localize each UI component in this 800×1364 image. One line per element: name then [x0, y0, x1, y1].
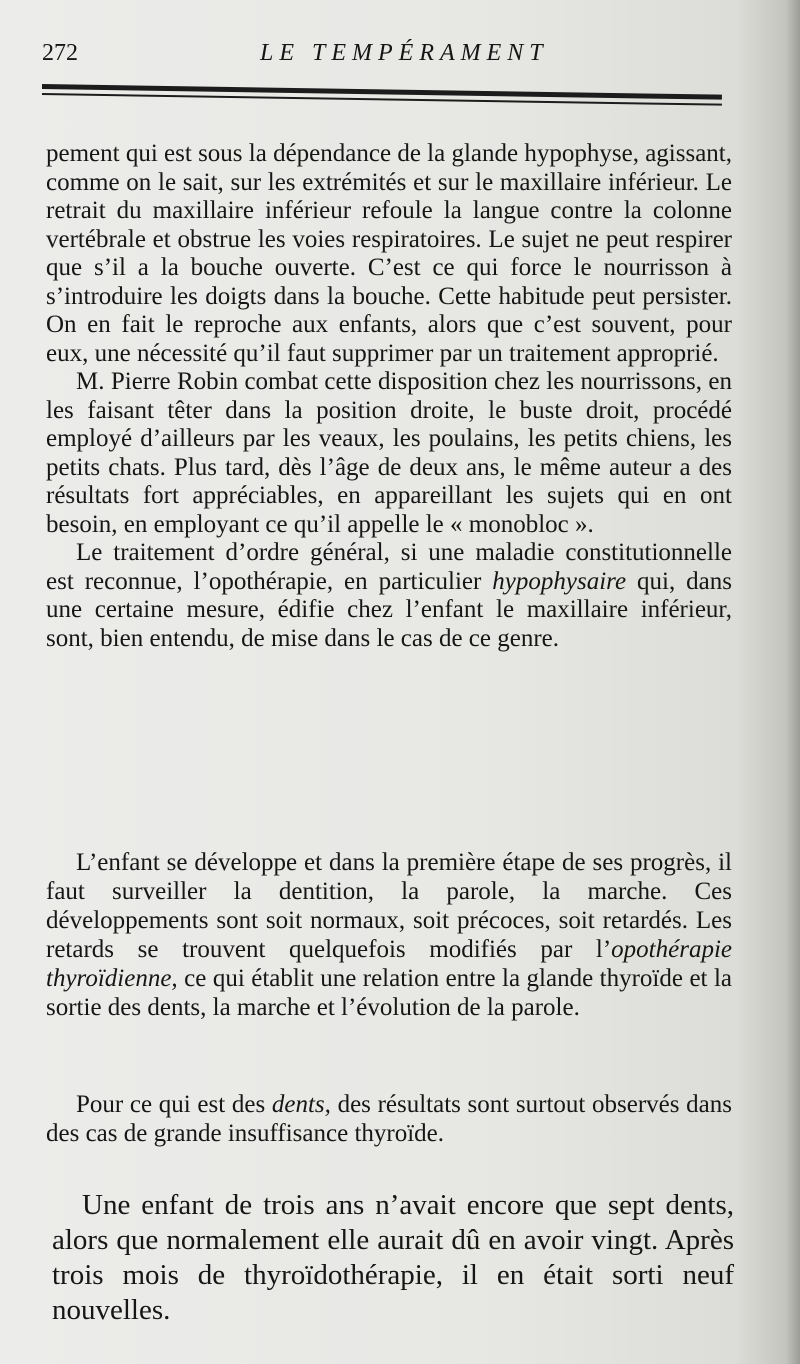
page-header — [42, 38, 742, 78]
paragraph-text: qui, dans une certaine mesure, édifie chez l’enfant le maxillaire inférieur, sont, bien entendu, de mise dans le cas de ce genre. — [46, 567, 732, 652]
italic-term: hypophysaire — [492, 567, 627, 595]
paragraph-text: ce qui établit une relation entre la glande thyroïde et la sortie des dents, la marche et l’évolution de la parole. — [46, 965, 732, 1021]
paragraph-exemple: Une enfant de trois ans n’avait encore que sept dents, alors que normalement elle aurait dû en avoir vingt. Après trois mois de thyroïdothérapie, il en était sorti neuf nouvelles. — [52, 1189, 734, 1326]
paragraph-pierre-robin: M. Pierre Robin combat cette disposition chez les nourrissons, en les faisant têter dans la position droite, le buste droit, procédé employé d’ailleurs par les veaux, les poulains, les petits chiens, les petits chats. Plus tard, dès l’âge de deux ans, le même auteur a des résultats fort appréciables, en appareillant les sujets qui en ont besoin, en employant ce qu’il appelle le « monobloc ». — [46, 368, 732, 538]
italic-term: dents, — [271, 1091, 331, 1118]
paragraph-traitement — [46, 539, 732, 653]
header-rule-thick — [42, 84, 722, 100]
paragraph-text: des résultats sont surtout observés dans des cas de grande insuffisance thyroïde. — [46, 1091, 733, 1147]
paragraph-text: Pour ce qui est des — [76, 1091, 272, 1118]
text-block-3 — [46, 1090, 732, 1148]
paragraph-text: Le traitement d’ordre général, si une maladie constitutionnelle est reconnue, l’opothérapie, en particulier — [46, 539, 732, 595]
text-block-4 — [52, 1188, 734, 1328]
italic-term: opothérapie thyroïdienne, — [46, 936, 732, 992]
page-edge-shadow — [786, 0, 800, 1364]
text-block-2 — [46, 848, 732, 1022]
page-number: 272 — [42, 40, 78, 66]
paragraph-developpement — [46, 848, 732, 1022]
text-block-1 — [46, 140, 732, 653]
paragraph-text: L’enfant se développe et dans la première étape de ses progrès, il faut surveiller la dentition, la parole, la marche. Ces développements sont soit normaux, soit précoces, soit retardés. Les retards se trouvent quelquefois modifiés par l’ — [46, 849, 732, 963]
paragraph-continuation: pement qui est sous la dépendance de la glande hypophyse, agissant, comme on le sait, sur les extrémités et sur le maxillaire inférieur. Le retrait du maxillaire inférieur refoule la langue contre la colonne vertébrale et obstrue les voies respiratoires. Le sujet ne peut respirer que s’il a la bouche ouverte. C’est ce qui force le nourrisson à s’introduire les doigts dans la bouche. Cette habitude peut persister. On en fait le reproche aux enfants, alors que c’est souvent, pour eux, une nécessité qu’il faut supprimer par un traitement approprié. — [46, 140, 732, 367]
running-head: LE TEMPÉRAMENT — [260, 40, 549, 66]
paragraph-dents — [46, 1090, 732, 1148]
